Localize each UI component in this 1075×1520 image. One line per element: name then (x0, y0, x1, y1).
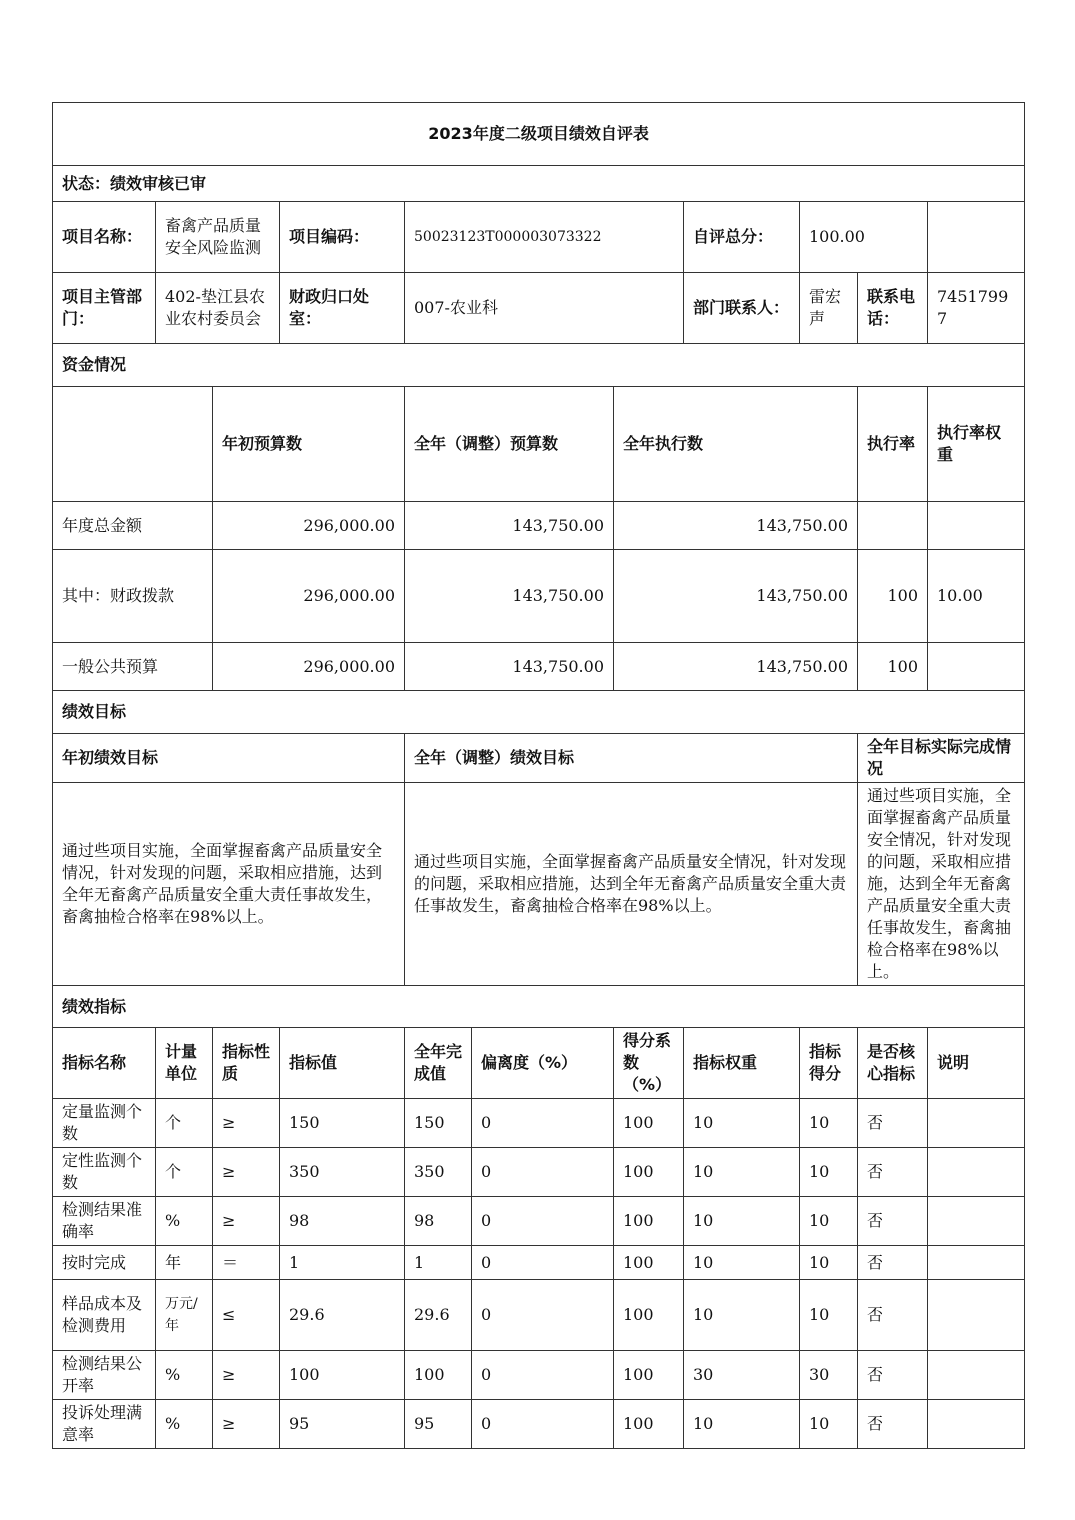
indicator-cell: 10 (800, 1099, 858, 1148)
indicator-cell (928, 1246, 1025, 1280)
funds-cell: 143,750.00 (614, 643, 858, 691)
indicator-cell: 10 (800, 1148, 858, 1197)
indicator-cell: 30 (684, 1351, 800, 1400)
indicator-cell: 100 (614, 1280, 684, 1351)
indicator-cell: 350 (280, 1148, 405, 1197)
indicator-cell: 否 (858, 1197, 928, 1246)
indicator-header-cell: 指标权重 (684, 1028, 800, 1099)
indicator-row (53, 1099, 1025, 1148)
indicator-cell: 0 (472, 1280, 614, 1351)
indicator-cell: 100 (614, 1148, 684, 1197)
indicator-header-cell: 指标得分 (800, 1028, 858, 1099)
funds-cell: 年度总金额 (53, 502, 213, 550)
department-value: 402-垫江县农业农村委员会 (156, 273, 280, 344)
completion-status-text: 通过些项目实施，全面掌握畜禽产品质量安全情况，针对发现的问题，采取相应措施，达到全年无畜禽产品质量安全重大责任事故发生，畜禽抽检合格率在98%以上。 (858, 783, 1025, 986)
indicator-cell: 否 (858, 1280, 928, 1351)
evaluation-form-table (52, 102, 1025, 1449)
total-score-label: 自评总分： (684, 202, 800, 273)
indicator-cell: 否 (858, 1400, 928, 1449)
finance-office-label: 财政归口处室： (280, 273, 405, 344)
indicator-cell: 95 (405, 1400, 472, 1449)
indicator-cell: 10 (684, 1246, 800, 1280)
empty-cell (928, 202, 1025, 273)
indicator-cell: 10 (684, 1099, 800, 1148)
funds-cell: 100 (858, 550, 928, 643)
indicator-cell: 检测结果公开率 (53, 1351, 156, 1400)
indicator-cell: 10 (684, 1400, 800, 1449)
indicator-cell: 100 (614, 1099, 684, 1148)
indicator-cell: 10 (684, 1280, 800, 1351)
finance-office-value: 007-农业科 (405, 273, 684, 344)
indicator-cell: % (156, 1197, 213, 1246)
indicator-cell: ≥ (213, 1351, 280, 1400)
goals-section-title: 绩效目标 (53, 691, 1025, 734)
indicator-cell: 0 (472, 1400, 614, 1449)
indicator-cell: ≥ (213, 1197, 280, 1246)
indicator-cell: 100 (405, 1351, 472, 1400)
indicator-cell (928, 1099, 1025, 1148)
indicator-cell: 样品成本及检测费用 (53, 1280, 156, 1351)
indicator-cell: 150 (280, 1099, 405, 1148)
contact-person-label: 部门联系人： (684, 273, 800, 344)
project-code-value: 50023123T000003073322 (405, 202, 684, 273)
indicator-cell: 100 (614, 1400, 684, 1449)
indicators-header-row (53, 1028, 1025, 1099)
indicator-cell: 10 (800, 1280, 858, 1351)
funds-cell (928, 502, 1025, 550)
total-score-value: 100.00 (800, 202, 928, 273)
initial-goal-text: 通过些项目实施，全面掌握畜禽产品质量安全情况，针对发现的问题，采取相应措施，达到全年无畜禽产品质量安全重大责任事故发生，畜禽抽检合格率在98%以上。 (53, 783, 405, 986)
indicator-cell: 350 (405, 1148, 472, 1197)
funds-cell: 143,750.00 (405, 502, 614, 550)
indicator-cell: 10 (684, 1148, 800, 1197)
funds-header-cell: 执行率权重 (928, 387, 1025, 502)
contact-person-value: 雷宏声 (800, 273, 858, 344)
indicator-cell: 29.6 (280, 1280, 405, 1351)
funds-header-cell (53, 387, 213, 502)
indicator-cell: 按时完成 (53, 1246, 156, 1280)
indicator-cell: 否 (858, 1099, 928, 1148)
funds-cell: 143,750.00 (614, 550, 858, 643)
funds-row (53, 502, 1025, 550)
indicator-cell (928, 1197, 1025, 1246)
indicator-cell: 150 (405, 1099, 472, 1148)
indicator-row (53, 1400, 1025, 1449)
indicator-cell (928, 1280, 1025, 1351)
indicator-cell: 10 (800, 1246, 858, 1280)
indicator-cell: 0 (472, 1148, 614, 1197)
indicator-cell: % (156, 1351, 213, 1400)
goals-header-cell: 全年目标实际完成情况 (858, 734, 1025, 783)
funds-cell: 296,000.00 (213, 502, 405, 550)
indicator-cell: 10 (800, 1197, 858, 1246)
indicators-section-title: 绩效指标 (53, 986, 1025, 1028)
indicator-header-cell: 得分系数（%） (614, 1028, 684, 1099)
indicator-row (53, 1197, 1025, 1246)
indicator-cell: 个 (156, 1148, 213, 1197)
funds-header-cell: 年初预算数 (213, 387, 405, 502)
funds-header-cell: 全年执行数 (614, 387, 858, 502)
funds-section-title: 资金情况 (53, 344, 1025, 387)
project-code-label: 项目编码： (280, 202, 405, 273)
indicator-cell: 29.6 (405, 1280, 472, 1351)
funds-row (53, 643, 1025, 691)
funds-cell (928, 643, 1025, 691)
indicator-header-cell: 全年完成值 (405, 1028, 472, 1099)
indicator-header-cell: 说明 (928, 1028, 1025, 1099)
indicator-cell: 98 (405, 1197, 472, 1246)
indicator-cell: 万元/年 (156, 1280, 213, 1351)
indicator-rows (53, 1099, 1025, 1449)
indicator-cell: 否 (858, 1246, 928, 1280)
project-name-label: 项目名称： (53, 202, 156, 273)
indicator-cell: ≥ (213, 1400, 280, 1449)
funds-header-cell: 执行率 (858, 387, 928, 502)
funds-cell: 143,750.00 (614, 502, 858, 550)
funds-cell: 100 (858, 643, 928, 691)
indicator-cell: 个 (156, 1099, 213, 1148)
indicator-cell: 100 (614, 1351, 684, 1400)
funds-cell: 一般公共预算 (53, 643, 213, 691)
indicator-cell: 定性监测个数 (53, 1148, 156, 1197)
indicator-cell: 投诉处理满意率 (53, 1400, 156, 1449)
indicator-cell: 100 (614, 1246, 684, 1280)
funds-cell: 其中：财政拨款 (53, 550, 213, 643)
indicator-cell: 95 (280, 1400, 405, 1449)
indicator-cell: 否 (858, 1148, 928, 1197)
adjusted-goal-text: 通过些项目实施，全面掌握畜禽产品质量安全情况，针对发现的问题，采取相应措施，达到全年无畜禽产品质量安全重大责任事故发生，畜禽抽检合格率在98%以上。 (405, 783, 858, 986)
indicator-cell: 否 (858, 1351, 928, 1400)
page-title: 2023年度二级项目绩效自评表 (53, 103, 1025, 166)
indicator-cell: 0 (472, 1246, 614, 1280)
indicator-cell: 30 (800, 1351, 858, 1400)
indicator-header-cell: 指标名称 (53, 1028, 156, 1099)
indicator-cell (928, 1400, 1025, 1449)
funds-cell: 296,000.00 (213, 550, 405, 643)
funds-row (53, 550, 1025, 643)
indicator-cell: 检测结果准确率 (53, 1197, 156, 1246)
indicator-cell: ≥ (213, 1099, 280, 1148)
funds-cell (858, 502, 928, 550)
indicator-cell: 0 (472, 1099, 614, 1148)
funds-header-cell: 全年（调整）预算数 (405, 387, 614, 502)
indicator-cell: 0 (472, 1197, 614, 1246)
indicator-header-cell: 计量单位 (156, 1028, 213, 1099)
indicator-row (53, 1280, 1025, 1351)
indicator-cell: 10 (684, 1197, 800, 1246)
indicator-cell (928, 1148, 1025, 1197)
indicator-cell: 10 (800, 1400, 858, 1449)
phone-value: 74517997 (928, 273, 1025, 344)
indicator-cell: 年 (156, 1246, 213, 1280)
indicator-cell: 98 (280, 1197, 405, 1246)
indicator-cell: 100 (280, 1351, 405, 1400)
indicator-cell: ≥ (213, 1148, 280, 1197)
department-label: 项目主管部门： (53, 273, 156, 344)
indicator-cell: 1 (280, 1246, 405, 1280)
funds-cell: 296,000.00 (213, 643, 405, 691)
review-status: 状态：绩效审核已审 (53, 166, 1025, 202)
indicator-row (53, 1351, 1025, 1400)
indicator-header-cell: 指标性质 (213, 1028, 280, 1099)
phone-label: 联系电话： (858, 273, 928, 344)
indicator-header-cell: 是否核心指标 (858, 1028, 928, 1099)
funds-cell: 143,750.00 (405, 643, 614, 691)
goals-header-cell: 全年（调整）绩效目标 (405, 734, 858, 783)
indicator-row (53, 1246, 1025, 1280)
indicator-header-cell: 指标值 (280, 1028, 405, 1099)
funds-cell: 143,750.00 (405, 550, 614, 643)
project-name-value: 畜禽产品质量安全风险监测 (156, 202, 280, 273)
indicator-cell (928, 1351, 1025, 1400)
funds-cell: 10.00 (928, 550, 1025, 643)
indicator-cell: ≤ (213, 1280, 280, 1351)
indicator-cell: 100 (614, 1197, 684, 1246)
indicator-cell: 1 (405, 1246, 472, 1280)
goals-header-cell: 年初绩效目标 (53, 734, 405, 783)
indicator-header-cell: 偏离度（%） (472, 1028, 614, 1099)
indicator-cell: 0 (472, 1351, 614, 1400)
indicator-cell: ＝ (213, 1246, 280, 1280)
indicator-row (53, 1148, 1025, 1197)
indicator-cell: % (156, 1400, 213, 1449)
indicator-cell: 定量监测个数 (53, 1099, 156, 1148)
